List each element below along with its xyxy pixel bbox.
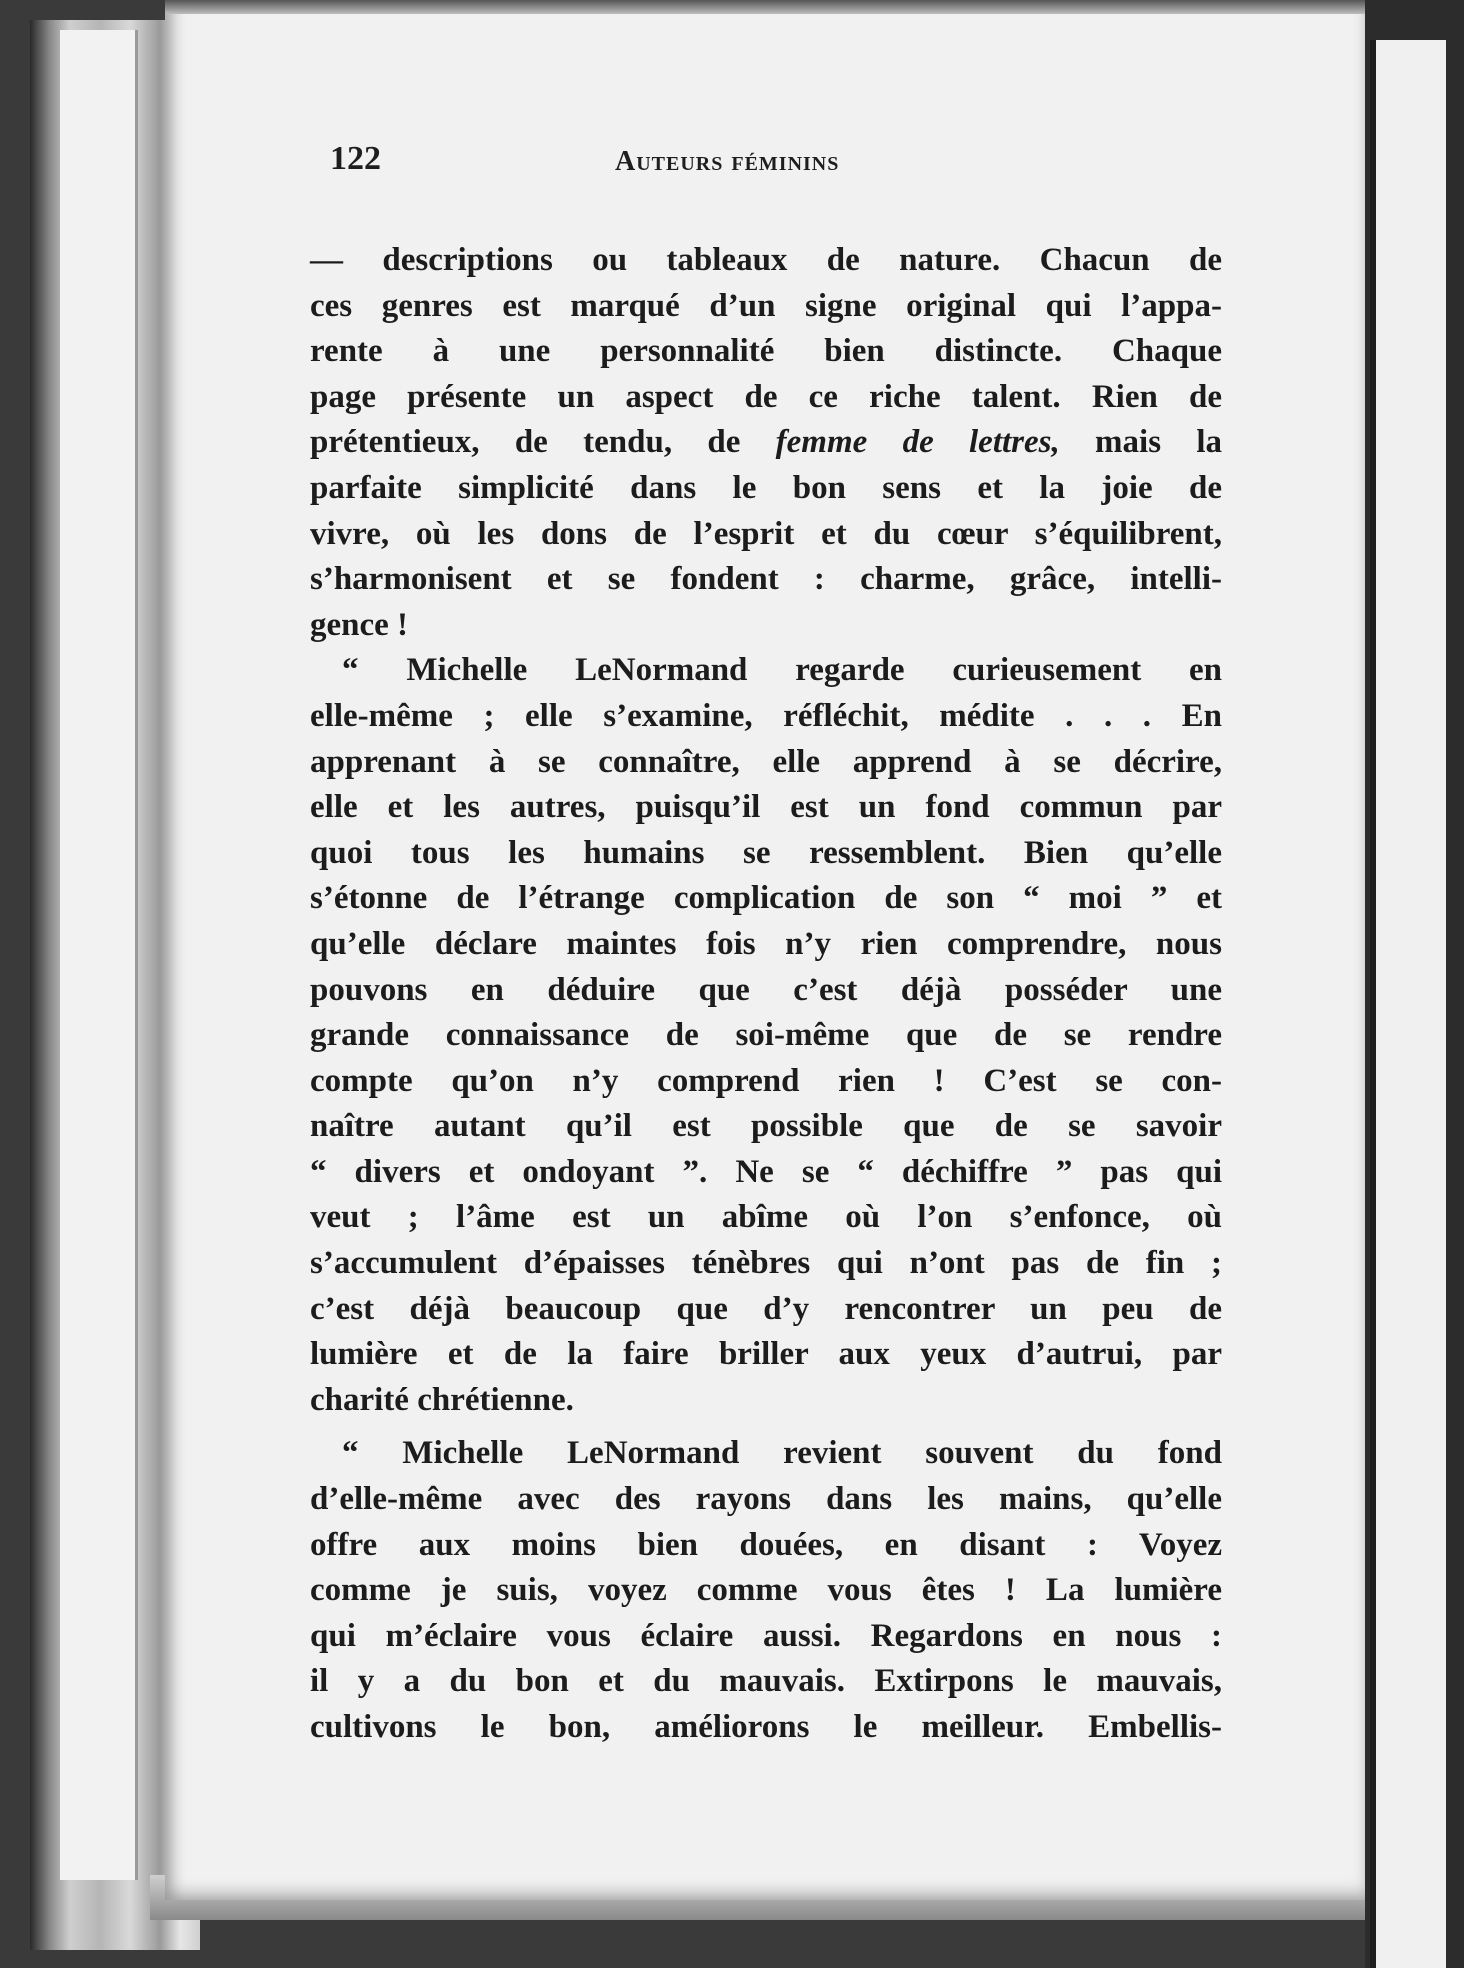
text-line: apprenant à se connaître, elle apprend à se décrire,: [310, 743, 1222, 780]
page-top-shadow: [165, 0, 1365, 14]
text-line: d’elle-même avec des rayons dans les mains, qu’elle: [310, 1481, 1222, 1518]
text-line: offre aux moins bien douées, en disant : Voyez: [310, 1526, 1222, 1563]
text-line: cultivons le bon, améliorons le meilleur. Embellis-: [310, 1709, 1222, 1745]
text-line: il y a du bon et du mauvais. Extirpons le mauvais,: [310, 1663, 1222, 1700]
text-line: rente à une personnalité bien distincte. Chaque: [310, 333, 1222, 370]
text-segment: prétentieux, de tendu, de: [310, 424, 776, 461]
text-line: s’harmonisent et se fondent : charme, grâce, intelli-: [310, 561, 1222, 598]
page-number: 122: [330, 140, 381, 177]
text-line: “ Michelle LeNormand regarde curieusement en: [342, 652, 1222, 689]
text-line: pouvons en déduire que c’est déjà posséder une: [310, 971, 1222, 1008]
text-line: quoi tous les humains se ressemblent. Bien qu’elle: [310, 834, 1222, 871]
text-line: c’est déjà beaucoup que d’y rencontrer un peu de: [310, 1290, 1222, 1327]
previous-leaf-edge: [60, 30, 138, 1880]
text-line: s’étonne de l’étrange complication de son “ moi ” et: [310, 880, 1222, 917]
text-line: elle et les autres, puisqu’il est un fond commun par: [310, 789, 1222, 826]
text-segment: mais la: [1059, 424, 1222, 461]
next-leaf-edge: [1370, 40, 1446, 1968]
text-line: qui m’éclaire vous éclaire aussi. Regardons en nous :: [310, 1617, 1222, 1654]
text-line: gence !: [310, 606, 409, 643]
text-line: comme je suis, voyez comme vous êtes ! La lumière: [310, 1572, 1222, 1609]
paragraph-2: [310, 648, 1222, 1423]
text-line: charité chrétienne.: [310, 1381, 574, 1418]
text-line: “ divers et ondoyant ”. Ne se “ déchiffre ” pas qui: [310, 1153, 1222, 1190]
text-line: [310, 420, 1222, 466]
paragraph-3: [310, 1431, 1222, 1750]
text-line: elle-même ; elle s’examine, réfléchit, médite . . . En: [310, 697, 1222, 734]
text-line: ces genres est marqué d’un signe original qui l’appa-: [310, 287, 1222, 324]
running-head: [330, 140, 1230, 190]
text-line: compte qu’on n’y comprend rien ! C’est se con-: [310, 1062, 1222, 1099]
paragraph-1: [310, 238, 1222, 648]
text-line: parfaite simplicité dans le bon sens et la joie de: [310, 469, 1222, 506]
text-line: “ Michelle LeNormand revient souvent du fond: [342, 1435, 1222, 1472]
text-line: vivre, où les dons de l’esprit et du cœur s’équilibrent,: [310, 515, 1222, 552]
body-text: [310, 238, 1222, 1751]
text-line: page présente un aspect de ce riche talent. Rien de: [310, 378, 1222, 415]
text-line: lumière et de la faire briller aux yeux d’autrui, par: [310, 1336, 1222, 1373]
italic-phrase: femme de lettres,: [775, 424, 1060, 461]
text-line: — descriptions ou tableaux de nature. Chacun de: [310, 242, 1222, 278]
text-line: s’accumulent d’épaisses ténèbres qui n’ont pas de fin ;: [310, 1245, 1222, 1282]
text-line: qu’elle déclare maintes fois n’y rien comprendre, nous: [310, 925, 1222, 962]
text-line: naître autant qu’il est possible que de se savoir: [310, 1108, 1222, 1145]
running-title: Auteurs féminins: [615, 146, 840, 177]
text-line: veut ; l’âme est un abîme où l’on s’enfonce, où: [310, 1199, 1222, 1236]
paragraph-gap: [310, 1423, 1222, 1431]
text-line: grande connaissance de soi-même que de se rendre: [310, 1017, 1222, 1054]
